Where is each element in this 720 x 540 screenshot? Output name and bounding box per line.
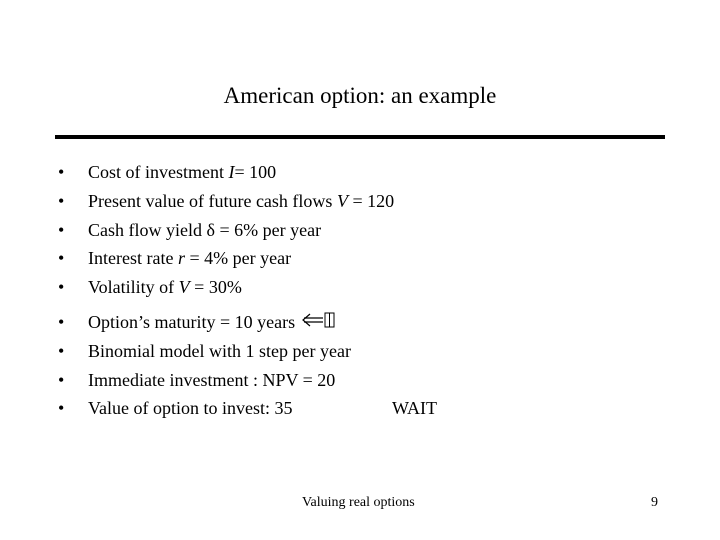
list-item-text: [88, 187, 394, 216]
bullet-marker: •: [58, 248, 65, 269]
text-prefix: Cost of investment: [88, 162, 229, 182]
variable: r: [177, 248, 185, 269]
text-suffix: = 120: [347, 190, 395, 211]
page-number: 9: [651, 495, 658, 510]
text-prefix: Volatility of: [88, 277, 179, 297]
bullet-marker: •: [58, 190, 65, 211]
bullet-marker: •: [58, 162, 65, 182]
text-suffix: = 100: [234, 162, 277, 182]
bullet-marker: •: [58, 312, 65, 332]
double-arrow-left-icon: [301, 308, 335, 337]
list-item-text: Value of option to invest: 35: [88, 398, 293, 419]
variable: V: [336, 190, 348, 211]
bullet-marker: •: [58, 369, 65, 390]
variable: V: [178, 277, 190, 297]
slide-title: American option: an example: [223, 83, 497, 108]
variable: I: [228, 162, 235, 182]
text-prefix: Present value of future cash flows: [88, 190, 337, 211]
wait-label: WAIT: [392, 398, 437, 419]
text-suffix: = 4% per year: [184, 248, 292, 269]
list-item-text: [88, 308, 335, 338]
bullet-marker: •: [58, 277, 65, 297]
bullet-marker: •: [58, 340, 65, 361]
text-suffix: = 30%: [189, 277, 242, 297]
list-item-text: [88, 244, 291, 273]
list-item-text: Immediate investment : NPV = 20: [88, 369, 336, 390]
list-item-text: [88, 216, 321, 245]
bullet-marker: •: [58, 219, 65, 240]
list-item-text: [88, 158, 276, 187]
footer-title: Valuing real options: [302, 495, 415, 510]
list-item-text: Binomial model with 1 step per year: [88, 340, 351, 361]
text-prefix: Interest rate: [88, 248, 178, 269]
bullet-marker: •: [58, 398, 65, 419]
list-item-text: [88, 273, 242, 302]
text-main: Option’s maturity = 10 years: [88, 312, 296, 332]
title-divider: [55, 135, 665, 139]
text-prefix: Cash flow yield δ = 6% per year: [88, 219, 322, 240]
